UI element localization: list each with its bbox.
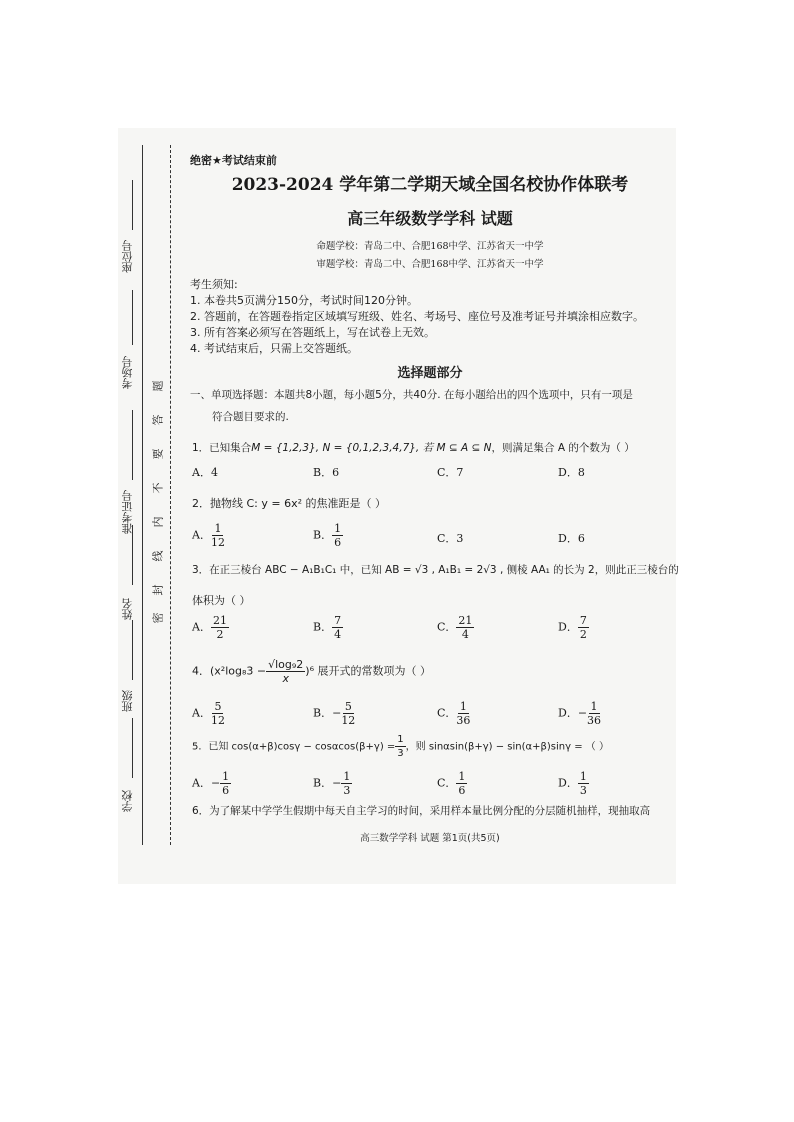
q3-option-c xyxy=(437,614,474,641)
q5-c-den: 6 xyxy=(458,784,466,797)
q3-c-label: C． xyxy=(437,620,457,634)
q5-a-den: 6 xyxy=(222,784,230,797)
q4-option-b xyxy=(313,700,355,727)
question-2-stem: 2．抛物线 C: y = 6x² 的焦准距是（ ） xyxy=(192,497,387,510)
q2-option-a xyxy=(192,522,225,549)
q5-b-num: 1 xyxy=(343,770,351,783)
field-exam-id: 准考证号 xyxy=(121,490,134,534)
q3-b-den: 4 xyxy=(334,628,342,641)
q4-a-num: 5 xyxy=(214,700,222,713)
field-seat-blank xyxy=(132,180,133,230)
notice-heading: 考生须知: xyxy=(190,278,238,291)
seal-char: 线 xyxy=(151,550,165,562)
field-name-blank xyxy=(132,525,133,585)
seal-char: 内 xyxy=(151,516,165,528)
field-room: 考场号 xyxy=(121,356,134,389)
part1-instructions-cont: 符合题目要求的. xyxy=(212,411,289,423)
q5-option-b xyxy=(313,770,352,797)
field-seat: 座位号 xyxy=(121,240,134,273)
q4-option-a xyxy=(192,700,225,727)
notice-item: 3. 所有答案必须写在答题纸上，写在试卷上无效。 xyxy=(190,326,435,339)
q3-b-label: B． xyxy=(313,620,333,634)
q2-b-num: 1 xyxy=(334,522,342,535)
q5-option-c xyxy=(437,770,467,797)
q4-b-label: B．− xyxy=(313,706,342,720)
q5-b-label: B．− xyxy=(313,776,342,790)
q4-c-den: 36 xyxy=(456,714,471,727)
q4-a-label: A． xyxy=(192,706,211,720)
exam-title: 2023-2024 学年第二学期天域全国名校协作体联考 xyxy=(231,175,629,195)
q1-option-a: A．4 xyxy=(192,466,218,479)
q5-d-num: 1 xyxy=(579,770,587,783)
q5-post: ，则 sinαsin(β+γ) − sin(α+β)sinγ = （ ） xyxy=(405,741,609,753)
question-3-stem: 3．在正三棱台 ABC − A₁B₁C₁ 中，已知 AB = √3 , A₁B₁ = 2√3 , 侧棱 AA₁ 的长为 2，则此正三棱台的 xyxy=(192,564,679,576)
seal-char: 不 xyxy=(151,482,165,494)
q3-option-a xyxy=(192,614,229,641)
q5-d-label: D． xyxy=(558,776,578,790)
q4-d-label: D．− xyxy=(558,706,588,720)
notice-item: 2. 答题前，在答题卷指定区域填写班级、姓名、考场号、座位号及准考证号并填涂相应数字。 xyxy=(190,310,644,323)
q3-option-b xyxy=(313,614,343,641)
q1-option-d: D．8 xyxy=(558,466,585,479)
q3-d-num: 7 xyxy=(579,614,587,627)
q5-d-den: 3 xyxy=(579,784,587,797)
q1-math: M = {1,2,3}, N = {0,1,2,3,4,7}, 若 M ⊆ A ⊆ N xyxy=(251,442,492,454)
q5-c-num: 1 xyxy=(458,770,466,783)
q2-b-label: B． xyxy=(313,528,333,542)
seal-char: 密 xyxy=(151,612,165,624)
q2-a-num: 1 xyxy=(214,522,222,535)
reviewer-schools: 审题学校：青岛二中、合肥168中学、江苏省天一中学 xyxy=(316,259,544,270)
field-room-blank xyxy=(132,290,133,345)
question-5-stem xyxy=(192,733,609,760)
q4-a-den: 12 xyxy=(210,714,225,727)
field-school: 学校 xyxy=(121,790,134,812)
q3-option-d xyxy=(558,614,589,641)
q4-c-num: 1 xyxy=(459,700,467,713)
setter-schools: 命题学校：青岛二中、合肥168中学、江苏省天一中学 xyxy=(316,241,544,252)
q4-option-c xyxy=(437,700,470,727)
question-4-stem xyxy=(192,658,431,685)
q5-a-num: 1 xyxy=(222,770,230,783)
seal-char: 题 xyxy=(151,380,165,392)
question-3-stem-cont: 体积为（ ） xyxy=(192,594,251,607)
part1-instructions: 一、单项选择题：本题共8小题，每小题5分，共40分. 在每小题给出的四个选项中，只有一项是 xyxy=(190,389,633,401)
field-exam-id-blank xyxy=(132,410,133,480)
q5-option-a xyxy=(192,770,231,797)
q4-pre: 4．(x²log₈3 − xyxy=(192,664,267,678)
q4-c-label: C． xyxy=(437,706,457,720)
q4-den: x xyxy=(282,672,289,685)
q1-option-c: C．7 xyxy=(437,466,464,479)
q3-d-label: D． xyxy=(558,620,578,634)
seal-char: 封 xyxy=(151,584,165,596)
question-6-stem: 6．为了解某中学学生假期中每天自主学习的时间，采用样本量比例分配的分层随机抽样，现抽取高 xyxy=(192,805,651,817)
q4-post: )⁶ 展开式的常数项为（ ） xyxy=(305,664,431,678)
secret-label: 绝密★考试结束前 xyxy=(190,154,277,167)
q4-b-den: 12 xyxy=(341,714,356,727)
q2-option-c: C．3 xyxy=(437,532,464,545)
q3-c-den: 4 xyxy=(461,628,469,641)
q4-option-d xyxy=(558,700,601,727)
section-title: 选择题部分 xyxy=(397,366,463,381)
page-footer: 高三数学学科 试题 第1页(共5页) xyxy=(360,833,500,844)
q5-num: 1 xyxy=(397,734,404,745)
binding-line-outer xyxy=(142,145,143,845)
q4-d-num: 1 xyxy=(590,700,598,713)
q2-option-b xyxy=(313,522,343,549)
q2-b-den: 6 xyxy=(334,536,342,549)
exam-subtitle: 高三年级数学学科 试题 xyxy=(347,209,513,228)
q3-a-label: A． xyxy=(192,620,211,634)
q5-den: 3 xyxy=(397,748,404,759)
q5-b-den: 3 xyxy=(343,784,351,797)
field-class-blank xyxy=(132,620,133,680)
q5-a-label: A．− xyxy=(192,776,221,790)
q4-d-den: 36 xyxy=(587,714,602,727)
q3-c-num: 21 xyxy=(458,614,473,627)
question-1-stem xyxy=(192,440,635,455)
q4-num: √log₉2 xyxy=(268,658,304,671)
q5-c-label: C． xyxy=(437,776,457,790)
q5-pre: 5．已知 cos(α+β)cosγ − cosαcos(β+γ) = xyxy=(192,741,396,753)
field-class: 班级 xyxy=(121,690,134,712)
q3-a-num: 21 xyxy=(212,614,227,627)
notice-item: 1. 本卷共5页满分150分，考试时间120分钟。 xyxy=(190,294,418,307)
q3-b-num: 7 xyxy=(334,614,342,627)
q5-option-d xyxy=(558,770,589,797)
binding-line-inner xyxy=(170,145,171,845)
field-name: 姓名 xyxy=(121,598,134,620)
q2-option-d: D．6 xyxy=(558,532,585,545)
seal-char: 要 xyxy=(151,448,165,460)
q3-a-den: 2 xyxy=(216,628,224,641)
q1-tail: ，则满足集合 A 的个数为（ ） xyxy=(491,442,635,454)
q1-text: 1．已知集合 xyxy=(192,442,252,454)
seal-char: 答 xyxy=(151,414,165,426)
q2-a-den: 12 xyxy=(210,536,225,549)
q1-option-b: B．6 xyxy=(313,466,340,479)
field-school-blank xyxy=(132,718,133,778)
notice-item: 4. 考试结束后，只需上交答题纸。 xyxy=(190,342,358,355)
q2-a-label: A． xyxy=(192,528,211,542)
q4-b-num: 5 xyxy=(344,700,352,713)
q3-d-den: 2 xyxy=(579,628,587,641)
